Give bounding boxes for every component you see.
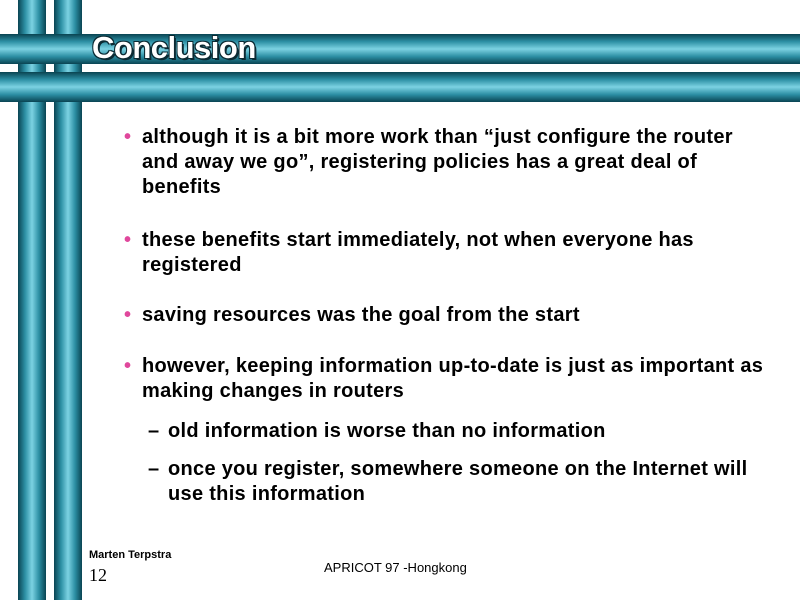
footer-author: Marten Terpstra [89,549,172,561]
bullet-item [124,125,764,200]
bullet-dot-icon: • [124,126,132,148]
bullet-item [124,228,764,278]
bullet-text: however, keeping information up-to-date is just as important as making changes in routers [142,355,764,402]
bullet-text: these benefits start immediately, not when everyone has registered [142,229,694,276]
slide-title: Conclusion [92,30,256,65]
page-number: 12 [89,565,107,585]
dash-icon: – [148,458,160,480]
bullet-dot-icon: • [124,229,132,251]
bullet-text: although it is a bit more work than “just configure the router and away we go”, registering policies has a great deal of benefits [142,126,733,198]
bullet-text: saving resources was the goal from the start [142,304,580,326]
bullet-dot-icon: • [124,304,132,326]
bullet-dot-icon: • [124,355,132,377]
footer-event: APRICOT 97 -Hongkong [324,560,467,575]
subbullet-text: old information is worse than no information [168,420,606,442]
subbullet-text: once you register, somewhere someone on the Internet will use this information [168,458,748,505]
subbullet-item [148,457,748,507]
bullet-item [124,354,764,404]
dash-icon: – [148,420,160,442]
subbullet-item [148,419,748,444]
bullet-item [124,303,764,328]
